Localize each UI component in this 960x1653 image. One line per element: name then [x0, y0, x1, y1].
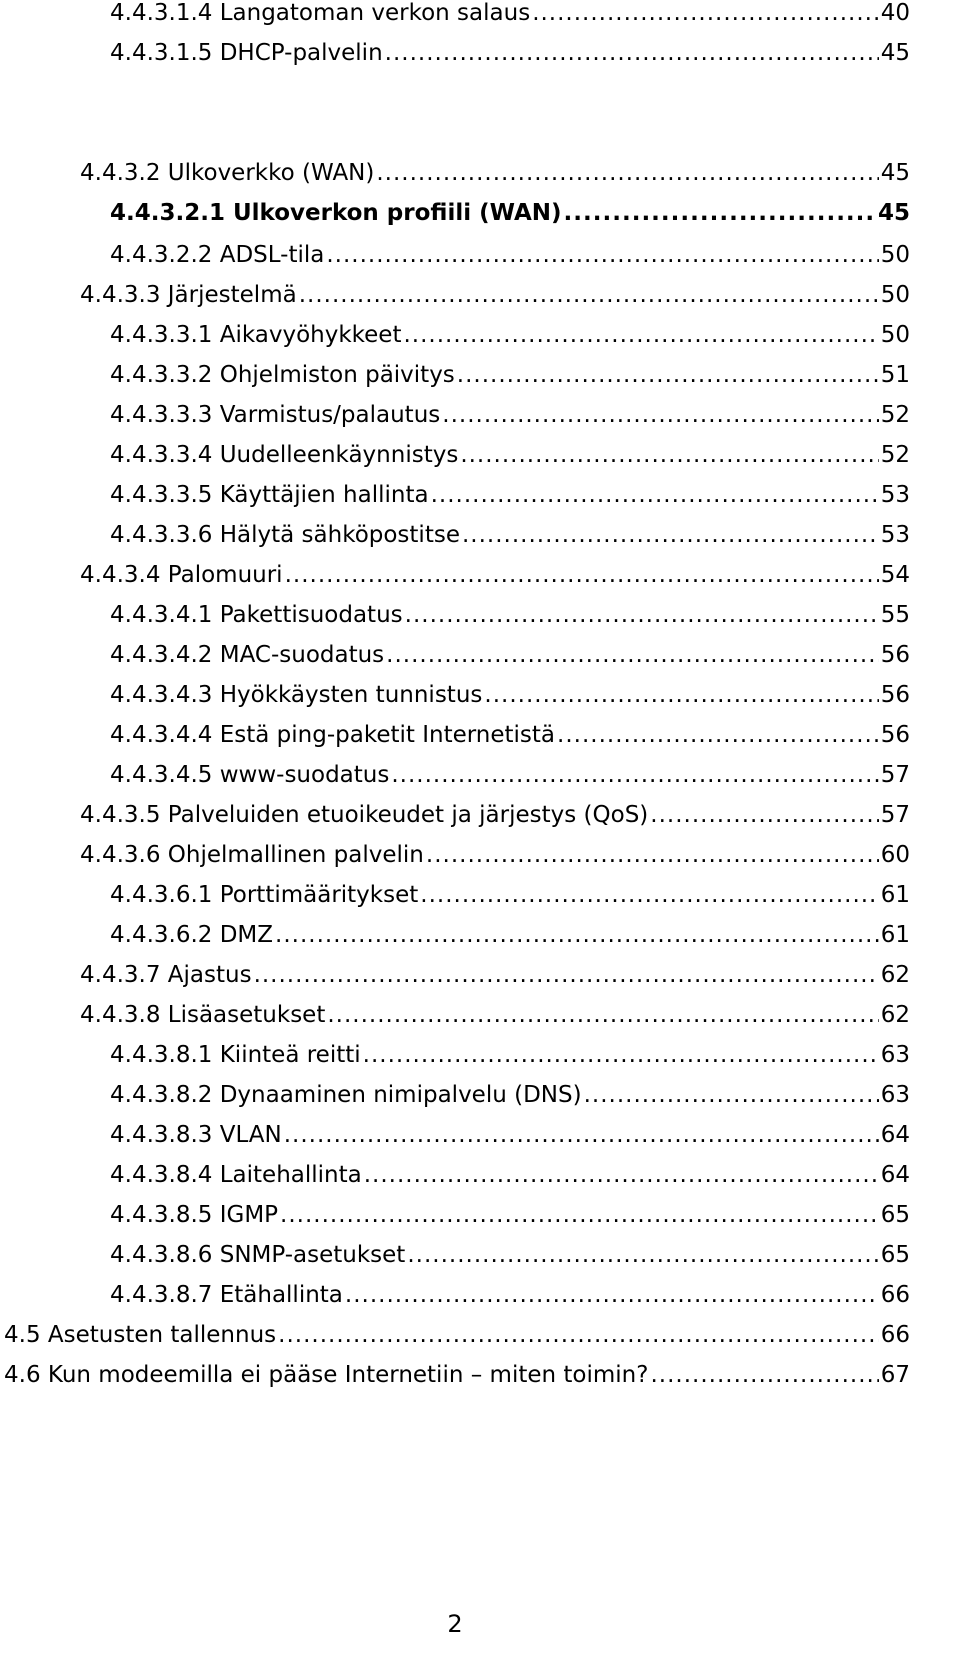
toc-entry-4-4-3-4-4 [110, 718, 910, 752]
dot-leader [462, 522, 879, 548]
toc-entry-page: 45 [880, 160, 910, 186]
toc-entry-title: 4.4.3.3.6 Hälytä sähköpostitse [110, 522, 460, 548]
toc-entry-page: 60 [880, 842, 910, 868]
toc-entry-page: 56 [880, 722, 910, 748]
toc-entry-title: 4.4.3.8.5 IGMP [110, 1202, 279, 1228]
toc-entry-4-4-3-4 [80, 558, 910, 592]
dot-leader [460, 442, 878, 468]
toc-entry-4-4-3-8-7 [110, 1278, 910, 1312]
toc-entry-title: 4.4.3.4.1 Pakettisuodatus [110, 602, 403, 628]
toc-entry-4-4-3-3-3 [110, 398, 910, 432]
toc-entry-4-4-3-2-2 [110, 238, 910, 272]
toc-entry-page: 67 [880, 1362, 910, 1388]
toc-entry-page: 61 [880, 882, 910, 908]
toc-entry-title: 4.4.3.2 Ulkoverkko (WAN) [80, 160, 375, 186]
toc-entry-page: 63 [880, 1042, 910, 1068]
page-number: 2 [447, 1610, 463, 1638]
dot-leader [457, 362, 879, 388]
toc-entry-page: 56 [880, 682, 910, 708]
toc-entry-title: 4.4.3.1.4 Langatoman verkon salaus [110, 0, 531, 26]
toc-entry-4-4-3-3-2 [110, 358, 910, 392]
toc-entry-4-4-3-4-2 [110, 638, 910, 672]
toc-entry-4-4-3-8-4 [110, 1158, 910, 1192]
toc-entry-title: 4.4.3.4.2 MAC-suodatus [110, 642, 385, 668]
dot-leader [364, 1162, 879, 1188]
dot-leader [299, 282, 879, 308]
toc-entry-4-4-3-6-1 [110, 878, 910, 912]
toc-entry-title: 4.4.3.4.4 Estä ping-paketit Internetistä [110, 722, 556, 748]
toc-entry-title: 4.4.3.2.1 Ulkoverkon profiili (WAN) [110, 200, 562, 226]
toc-entry-4-4-3-2 [80, 156, 910, 190]
toc-entry-title: 4.4.3.5 Palveluiden etuoikeudet ja järjestys (QoS) [80, 802, 649, 828]
toc-entry-page: 57 [880, 762, 910, 788]
toc-entry-title: 4.4.3.4.5 www-suodatus [110, 762, 390, 788]
toc-entry-4-4-3-8-6 [110, 1238, 910, 1272]
toc-entry-4-4-3-6-2 [110, 918, 910, 952]
toc-entry-title: 4.4.3.8.7 Etähallinta [110, 1282, 343, 1308]
dot-leader [442, 402, 878, 428]
dot-leader [532, 0, 879, 26]
dot-leader [407, 1242, 878, 1268]
toc-entry-4-4-3-1-4 [110, 0, 910, 30]
toc-entry-title: 4.4.3.3.4 Uudelleenkäynnistys [110, 442, 459, 468]
dot-leader [275, 922, 879, 948]
dot-leader [254, 962, 879, 988]
toc-entry-4-4-3-2-1 [110, 196, 910, 230]
toc-entry-4-4-3-3-4 [110, 438, 910, 472]
toc-entry-page: 50 [880, 282, 910, 308]
toc-entry-page: 65 [880, 1202, 910, 1228]
dot-leader [280, 1202, 879, 1228]
toc-entry-page: 66 [880, 1282, 910, 1308]
dot-leader [376, 160, 878, 186]
dot-leader [391, 762, 878, 788]
dot-leader [584, 1082, 879, 1108]
toc-entry-4-4-3-4-1 [110, 598, 910, 632]
toc-entry-4-4-3-3-1 [110, 318, 910, 352]
toc-entry-4-4-3-4-5 [110, 758, 910, 792]
toc-entry-page: 57 [880, 802, 910, 828]
toc-entry-page: 62 [880, 962, 910, 988]
toc-entry-page: 63 [880, 1082, 910, 1108]
toc-entry-title: 4.4.3.3.1 Aikavyöhykkeet [110, 322, 402, 348]
toc-entry-page: 50 [880, 322, 910, 348]
toc-entry-title: 4.4.3.4.3 Hyökkäysten tunnistus [110, 682, 483, 708]
dot-leader [278, 1322, 879, 1348]
toc-entry-title: 4.4.3.8.2 Dynaaminen nimipalvelu (DNS) [110, 1082, 582, 1108]
dot-leader [431, 482, 879, 508]
toc-entry-page: 51 [880, 362, 910, 388]
toc-entry-title: 4.5 Asetusten tallennus [4, 1322, 277, 1348]
toc-entry-4-4-3-8-3 [110, 1118, 910, 1152]
toc-entry-4-4-3-3-5 [110, 478, 910, 512]
toc-entry-title: 4.4.3.7 Ajastus [80, 962, 252, 988]
toc-entry-page: 64 [880, 1122, 910, 1148]
toc-entry-title: 4.4.3.6.2 DMZ [110, 922, 274, 948]
toc-entry-title: 4.6 Kun modeemilla ei pääse Internetiin – miten toimin? [4, 1362, 649, 1388]
toc-entry-4-4-3-7 [80, 958, 910, 992]
toc-entry-title: 4.4.3.8.1 Kiinteä reitti [110, 1042, 361, 1068]
toc-entry-title: 4.4.3.8 Lisäasetukset [80, 1002, 326, 1028]
toc-entry-page: 53 [880, 482, 910, 508]
toc-entry-4-6 [4, 1358, 910, 1392]
toc-entry-title: 4.4.3.8.4 Laitehallinta [110, 1162, 362, 1188]
toc-entry-page: 45 [880, 40, 910, 66]
dot-leader [345, 1282, 879, 1308]
dot-leader [403, 322, 878, 348]
toc-entry-title: 4.4.3.2.2 ADSL-tila [110, 242, 325, 268]
toc-entry-title: 4.4.3.3.3 Varmistus/palautus [110, 402, 441, 428]
toc-entry-4-4-3-8-5 [110, 1198, 910, 1232]
dot-leader [326, 242, 878, 268]
toc-entry-page: 56 [880, 642, 910, 668]
dot-leader [285, 562, 879, 588]
toc-entry-4-4-3-3-6 [110, 518, 910, 552]
toc-entry-page: 55 [880, 602, 910, 628]
toc-entry-page: 65 [880, 1242, 910, 1268]
toc-entry-title: 4.4.3.8.3 VLAN [110, 1122, 282, 1148]
dot-leader [426, 842, 879, 868]
toc-entry-4-4-3-8-1 [110, 1038, 910, 1072]
toc-entry-4-4-3-3 [80, 278, 910, 312]
toc-entry-4-5 [4, 1318, 910, 1352]
toc-entry-page: 40 [880, 0, 910, 26]
toc-entry-title: 4.4.3.6.1 Porttimääritykset [110, 882, 419, 908]
toc-entry-page: 66 [880, 1322, 910, 1348]
dot-leader [650, 1362, 878, 1388]
toc-entry-title: 4.4.3.6 Ohjelmallinen palvelin [80, 842, 424, 868]
toc-entry-4-4-3-8-2 [110, 1078, 910, 1112]
dot-leader [557, 722, 879, 748]
dot-leader [564, 200, 876, 226]
dot-leader [420, 882, 878, 908]
dot-leader [386, 642, 879, 668]
toc-entry-page: 64 [880, 1162, 910, 1188]
toc-entry-4-4-3-6 [80, 838, 910, 872]
toc-entry-title: 4.4.3.3.2 Ohjelmiston päivitys [110, 362, 455, 388]
dot-leader [405, 602, 879, 628]
toc-entry-title: 4.4.3.4 Palomuuri [80, 562, 283, 588]
toc-entry-4-4-3-4-3 [110, 678, 910, 712]
dot-leader [650, 802, 878, 828]
toc-entry-4-4-3-1-5 [110, 36, 910, 70]
toc-entry-title: 4.4.3.3 Järjestelmä [80, 282, 297, 308]
dot-leader [363, 1042, 879, 1068]
toc-entry-page: 45 [877, 200, 910, 226]
dot-leader [327, 1002, 878, 1028]
toc-entry-title: 4.4.3.3.5 Käyttäjien hallinta [110, 482, 429, 508]
dot-leader [484, 682, 878, 708]
toc-entry-page: 52 [880, 402, 910, 428]
dot-leader [284, 1122, 879, 1148]
toc-entry-title: 4.4.3.1.5 DHCP-palvelin [110, 40, 383, 66]
toc-entry-page: 61 [880, 922, 910, 948]
toc-entry-4-4-3-5 [80, 798, 910, 832]
toc-entry-page: 52 [880, 442, 910, 468]
dot-leader [385, 40, 879, 66]
toc-entry-page: 50 [880, 242, 910, 268]
toc-entry-page: 54 [880, 562, 910, 588]
toc-entry-page: 62 [880, 1002, 910, 1028]
toc-entry-4-4-3-8 [80, 998, 910, 1032]
toc-entry-page: 53 [880, 522, 910, 548]
toc-entry-title: 4.4.3.8.6 SNMP-asetukset [110, 1242, 406, 1268]
